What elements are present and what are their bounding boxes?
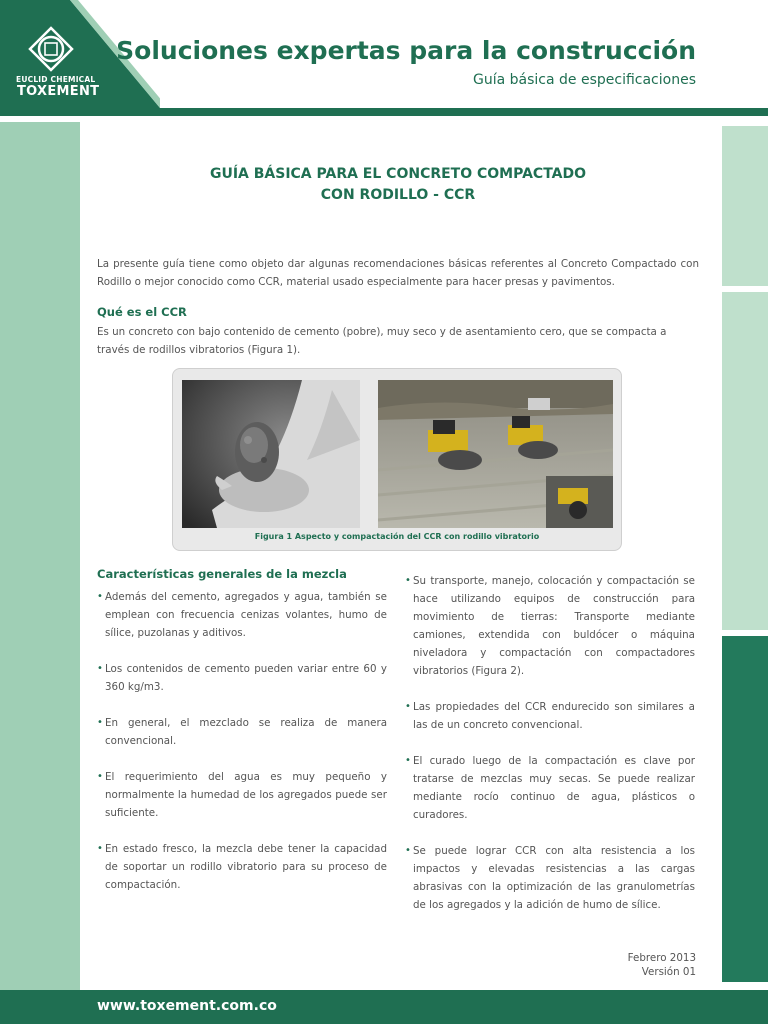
list-item-text: Se puede lograr CCR con alta resistencia a los impactos y elevadas resistencias a las cargas abrasivas con la optimización de las granulometrías de los agregados y la adición de humo de sílice. bbox=[413, 845, 695, 911]
bullet-icon: • bbox=[97, 843, 103, 854]
figure-1 bbox=[172, 368, 622, 551]
header-divider bbox=[0, 108, 768, 116]
page-header bbox=[0, 0, 768, 108]
list-item-text: En general, el mezclado se realiza de manera convencional. bbox=[105, 717, 387, 747]
list-item bbox=[97, 660, 387, 696]
section-heading-ccr: Qué es el CCR bbox=[97, 305, 187, 319]
list-item bbox=[97, 840, 387, 894]
list-item-text: El requerimiento del agua es muy pequeño y normalmente la humedad de los agregados puede ser suficiente. bbox=[105, 771, 387, 819]
bullet-icon: • bbox=[97, 771, 103, 782]
euclid-logo-icon bbox=[28, 26, 74, 72]
list-item bbox=[405, 842, 695, 914]
page-title: Soluciones expertas para la construcción bbox=[116, 36, 696, 65]
page-subtitle: Guía básica de especificaciones bbox=[473, 72, 696, 88]
page-footer bbox=[0, 990, 768, 1024]
photo-roller-compaction bbox=[378, 380, 613, 528]
bullets-left-column bbox=[97, 588, 387, 912]
bullets-right-column bbox=[405, 572, 695, 932]
list-item bbox=[97, 588, 387, 642]
photo-ccr-in-hand bbox=[182, 380, 360, 528]
footer-website-link[interactable]: www.toxement.com.co bbox=[97, 998, 277, 1014]
list-item bbox=[97, 714, 387, 750]
list-item-text: Además del cemento, agregados y agua, también se emplean con frecuencia cenizas volantes, humo de sílice, puzolanas y aditivos. bbox=[105, 591, 387, 639]
list-item bbox=[405, 698, 695, 734]
bullet-icon: • bbox=[405, 845, 411, 856]
bullet-icon: • bbox=[97, 663, 103, 674]
list-item bbox=[97, 768, 387, 822]
doc-date-version bbox=[628, 951, 696, 979]
doc-title-line2: CON RODILLO - CCR bbox=[320, 187, 476, 203]
list-item-text: Su transporte, manejo, colocación y compactación se hace utilizando equipos de construcción para movimiento de tierras: Transporte mediante camiones, extendida con buldócer o máquina niveladora y compactación con compactadores vibratorios (Figura 2). bbox=[413, 575, 695, 677]
section-text-ccr: Es un concreto con bajo contenido de cemento (pobre), muy seco y de asentamiento cero, que se compacta a través de rodillos vibratorios (Figura 1). bbox=[97, 326, 667, 356]
list-item-text: Los contenidos de cemento pueden variar entre 60 y 360 kg/m3. bbox=[105, 663, 387, 693]
bullet-icon: • bbox=[97, 717, 103, 728]
doc-version: Versión 01 bbox=[641, 966, 696, 978]
list-item bbox=[405, 752, 695, 824]
bullet-icon: • bbox=[405, 755, 411, 766]
logo-company-line: EUCLID CHEMICAL bbox=[16, 75, 96, 84]
section-heading-characteristics: Características generales de la mezcla bbox=[97, 567, 347, 581]
figure-caption: Figura 1 Aspecto y compactación del CCR con rodillo vibratorio bbox=[254, 532, 540, 541]
right-decor-block-middle bbox=[722, 292, 768, 630]
list-item-text: El curado luego de la compactación es clave por tratarse de mezclas muy secas. Se puede realizar mediante rocío continuo de agua, plásticos o curadores. bbox=[413, 755, 695, 821]
list-item bbox=[405, 572, 695, 680]
doc-title-line1: GUÍA BÁSICA PARA EL CONCRETO COMPACTADO bbox=[209, 166, 587, 182]
doc-date: Febrero 2013 bbox=[627, 952, 696, 964]
list-item-text: Las propiedades del CCR endurecido son similares a las de un concreto convencional. bbox=[413, 701, 695, 731]
bullet-icon: • bbox=[97, 591, 103, 602]
list-item-text: En estado fresco, la mezcla debe tener la capacidad de soportar un rodillo vibratorio para su proceso de compactación. bbox=[105, 843, 387, 891]
right-decor-block-top bbox=[722, 126, 768, 286]
logo-brand-name: TOXEMENT bbox=[17, 84, 100, 99]
bullet-icon: • bbox=[405, 701, 411, 712]
intro-paragraph: La presente guía tiene como objeto dar algunas recomendaciones básicas referentes al Concreto Compactado con Rodillo o mejor conocido como CCR, material usado especialmente para hacer presas y pavimentos. bbox=[97, 258, 699, 288]
left-decor-strip bbox=[0, 122, 80, 990]
bullet-icon: • bbox=[405, 575, 411, 586]
right-decor-block-bottom bbox=[722, 636, 768, 982]
